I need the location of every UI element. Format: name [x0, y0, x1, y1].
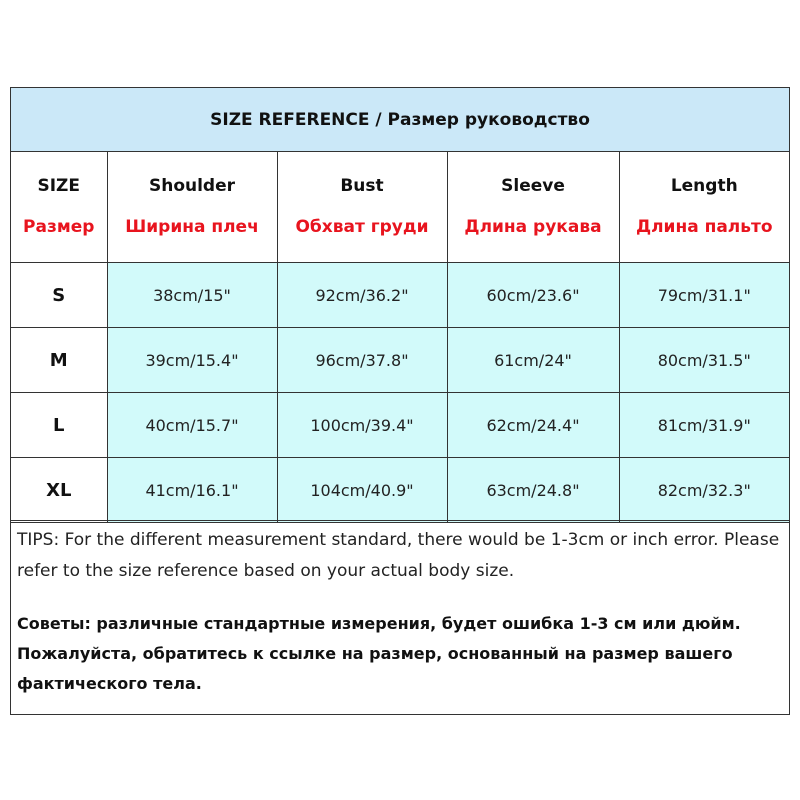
header-bust-en: Bust [340, 176, 384, 196]
length-value: 81cm/31.9" [619, 393, 789, 458]
header-size-en: SIZE [37, 176, 80, 196]
shoulder-value: 41cm/16.1" [107, 458, 277, 523]
header-length [619, 152, 789, 263]
shoulder-value: 39cm/15.4" [107, 328, 277, 393]
size-label: S [11, 263, 107, 328]
header-shoulder-ru: Ширина плеч [125, 217, 259, 237]
bust-value: 104cm/40.9" [277, 458, 447, 523]
sleeve-value: 63cm/24.8" [447, 458, 619, 523]
header-size-ru: Размер [23, 217, 95, 237]
sleeve-value: 61cm/24" [447, 328, 619, 393]
header-sleeve-ru: Длина рукава [464, 217, 602, 237]
length-value: 80cm/31.5" [619, 328, 789, 393]
tips-russian: Советы: различные стандартные измерения, будет ошибка 1-3 см или дюйм. Пожалуйста, обратитесь к ссылке на размер, основанный на размер вашего фактического тела. [17, 614, 741, 693]
size-chart [10, 87, 790, 715]
table-row [11, 328, 789, 393]
shoulder-value: 40cm/15.7" [107, 393, 277, 458]
size-label: M [11, 328, 107, 393]
tips-section [11, 520, 789, 714]
header-shoulder [107, 152, 277, 263]
tips-english: TIPS: For the different measurement standard, there would be 1-3cm or inch error. Please refer to the size reference based on your actual body size. [17, 530, 780, 581]
header-length-en: Length [670, 176, 738, 196]
size-label: XL [11, 458, 107, 523]
size-chart-title: SIZE REFERENCE / Размер руководство [11, 88, 789, 152]
size-table [11, 152, 789, 523]
table-row [11, 263, 789, 328]
header-bust-ru: Обхват груди [295, 217, 429, 237]
bust-value: 92cm/36.2" [277, 263, 447, 328]
header-sleeve-en: Sleeve [501, 176, 565, 196]
length-value: 82cm/32.3" [619, 458, 789, 523]
sleeve-value: 60cm/23.6" [447, 263, 619, 328]
header-row [11, 152, 789, 263]
bust-value: 96cm/37.8" [277, 328, 447, 393]
table-row [11, 393, 789, 458]
sleeve-value: 62cm/24.4" [447, 393, 619, 458]
bust-value: 100cm/39.4" [277, 393, 447, 458]
header-size [11, 152, 107, 263]
size-label: L [11, 393, 107, 458]
table-row [11, 458, 789, 523]
header-bust [277, 152, 447, 263]
shoulder-value: 38cm/15" [107, 263, 277, 328]
header-length-ru: Длина пальто [635, 217, 773, 237]
header-sleeve [447, 152, 619, 263]
length-value: 79cm/31.1" [619, 263, 789, 328]
header-shoulder-en: Shoulder [148, 176, 236, 196]
